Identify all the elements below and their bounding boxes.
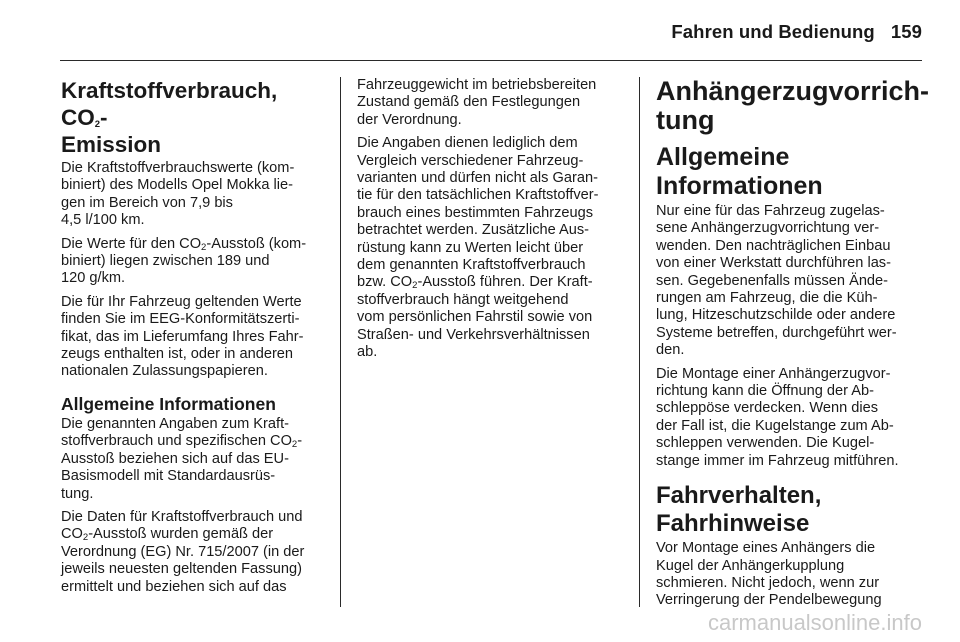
paragraph-conformity-certificate: Die für Ihr Fahrzeug geltenden Werte finden Sie im EEG-Konformitätszerti- fikat, das im Lieferumfang Ihres Fahr- zeugs enthalten ist, oder in anderen nationalen Zulassungspapieren.	[61, 293, 304, 380]
header-rule	[60, 60, 922, 61]
paragraph-comparison-only: Die Angaben dienen lediglich dem Vergleich verschiedener Fahrzeug- varianten und dürfen nicht als Garan- tie für den tatsächlichen Kraftstoffver- brauch eines bestimmten Fahrzeugs betrachtet werden. Zusätzliche Aus- rüstung kann zu Werten leicht über dem genannten Kraftstoffverbrauch bzw. $CO_2$-Ausstoß führen. Der Kraft- stoffverbrauch hängt weitgehend vom persönlichen Fahrstil sowie von Straßen- und Verkehrsverhältnissen ab.	[357, 135, 599, 361]
page-number: 159	[890, 21, 922, 42]
paragraph-regulation: Die Daten für Kraftstoffverbrauch und $CO_2$-Ausstoß wurden gemäß der Verordnung (EG) Nr. 715/2007 (in der jeweils neuesten geltenden Fassung) ermittelt und beziehen sich auf das	[61, 508, 305, 595]
paragraph-approved-towing-device: Nur eine für das Fahrzeug zugelas- sene Anhängerzugvorrichtung ver- wenden. Den nachträglichen Einbau von einer Werkstatt durchführen las- sen. Gegebenenfalls müssen Ände- rungen am Fahrzeug, die die Küh- lung, Hitzeschutzschilde oder andere Systeme betreffen, durchgeführt wer- den.	[656, 203, 897, 359]
paragraph-vehicle-weight: Fahrzeuggewicht im betriebsbereiten Zustand gemäß den Festlegungen der Verordnung.	[357, 77, 597, 128]
column-2	[357, 77, 623, 368]
subheading-general-information: Allgemeine Informationen	[61, 393, 276, 414]
column-1	[61, 77, 327, 602]
watermark: carmanualsonline.info	[707, 610, 922, 635]
column-divider-2	[639, 77, 640, 607]
heading-driving-characteristics: Fahrverhalten, Fahrhinweise	[656, 482, 822, 538]
paragraph-consumption-values: Die Kraftstoffverbrauchswerte (kom- biniert) des Modells Opel Mokka lie- gen im Bereich von 7,9 bis 4,5 l/100 km.	[61, 160, 295, 229]
paragraph-towing-eye: Die Montage einer Anhängerzugvor- richtung kann die Öffnung der Ab- schleppöse verdecken. Wenn dies der Fall ist, die Kugelstange zum Ab- schleppen verwenden. Die Kugel- stange immer im Fahrzeug mitführen.	[656, 365, 899, 469]
paragraph-eu-base-model: Die genannten Angaben zum Kraft- stoffverbrauch und spezifischen $CO_2-$ Ausstoß beziehen sich auf das EU- Basismodell mit Standardausrüs- tung.	[61, 415, 303, 502]
chapter-title-towing-device: Anhängerzugvorrich- tung	[656, 76, 930, 135]
running-header	[671, 21, 922, 43]
paragraph-co2-values: Die Werte für den $CO_2$-Ausstoß (kom- biniert) liegen zwischen 189 und 120 g/km.	[61, 235, 307, 287]
paragraph-lubricate-ball: Vor Montage eines Anhängers die Kugel der Anhängerkupplung schmieren. Nicht jedoch, wenn zur Verringerung der Pendelbewegung	[656, 540, 882, 609]
column-divider-1	[340, 77, 341, 607]
section-title: Fahren und Bedienung	[671, 21, 875, 42]
heading-general-information: Allgemeine Informationen	[656, 143, 823, 200]
section-heading-fuel-consumption: Kraftstoffverbrauch, $CO_2-$ Emission	[61, 78, 278, 157]
column-3	[656, 76, 930, 616]
